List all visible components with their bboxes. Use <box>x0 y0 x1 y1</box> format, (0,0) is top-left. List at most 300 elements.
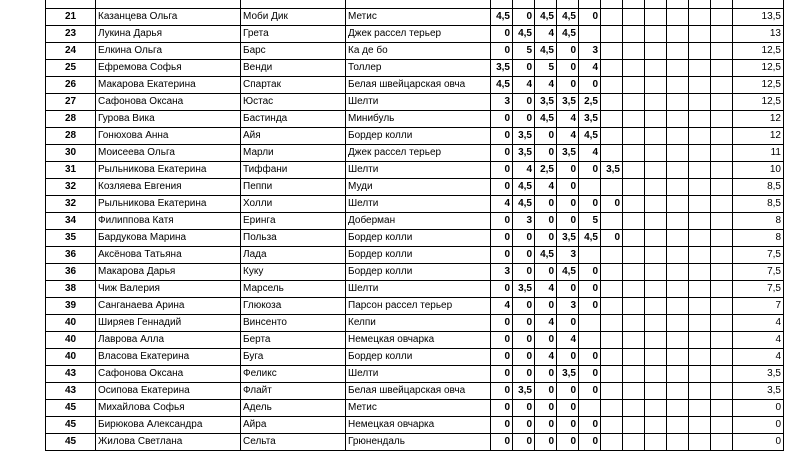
score-cell: 3,5 <box>557 366 579 383</box>
score-cell: 3,5 <box>601 162 623 179</box>
score-cell: 3 <box>579 43 601 60</box>
score-cell <box>689 400 711 417</box>
score-cell: 0 <box>513 60 535 77</box>
table-row <box>46 111 784 128</box>
place-cell: 32 <box>46 179 96 196</box>
score-cell <box>689 332 711 349</box>
breed-cell: Парсон рассел терьер <box>346 298 491 315</box>
dog-name-cell: Берта <box>241 332 346 349</box>
total-cell: 12 <box>733 128 784 145</box>
score-cell <box>601 383 623 400</box>
score-cell: 0 <box>513 366 535 383</box>
score-cell <box>645 26 667 43</box>
score-cell <box>711 332 733 349</box>
score-cell <box>667 315 689 332</box>
participant-name-cell: Лаврова Алла <box>96 332 241 349</box>
score-cell <box>623 94 645 111</box>
score-cell: 0 <box>513 332 535 349</box>
table-row <box>46 179 784 196</box>
dog-name-cell: Венди <box>241 60 346 77</box>
score-cell: 4,5 <box>579 128 601 145</box>
score-cell <box>645 94 667 111</box>
score-cell <box>667 298 689 315</box>
score-cell <box>601 60 623 77</box>
score-cell <box>601 349 623 366</box>
score-cell: 0 <box>557 77 579 94</box>
score-cell: 0 <box>557 349 579 366</box>
breed-cell: Джек рассел терьер <box>346 26 491 43</box>
dog-name-cell: Холли <box>241 196 346 213</box>
score-cell <box>601 26 623 43</box>
score-cell: 0 <box>513 315 535 332</box>
score-cell: 0 <box>491 417 513 434</box>
score-cell: 4 <box>513 77 535 94</box>
total-cell: 8,5 <box>733 179 784 196</box>
dog-name-cell: Винсенто <box>241 315 346 332</box>
score-cell <box>711 196 733 213</box>
score-cell <box>689 230 711 247</box>
score-cell <box>623 298 645 315</box>
score-cell <box>711 264 733 281</box>
place-cell: 43 <box>46 366 96 383</box>
breed-cell: Бордер колли <box>346 247 491 264</box>
score-cell: 4,5 <box>491 77 513 94</box>
score-cell <box>623 366 645 383</box>
score-cell <box>689 145 711 162</box>
table-row <box>46 162 784 179</box>
score-cell: 0 <box>579 366 601 383</box>
dog-name-cell: Спартак <box>241 77 346 94</box>
total-cell: 10 <box>733 162 784 179</box>
participant-name-cell: Михайлова Софья <box>96 400 241 417</box>
score-cell <box>667 383 689 400</box>
score-cell <box>667 0 689 9</box>
participant-name-cell: Власова Екатерина <box>96 349 241 366</box>
dog-name-cell: Адель <box>241 400 346 417</box>
breed-cell: Шелти <box>346 196 491 213</box>
score-cell <box>711 349 733 366</box>
score-cell <box>667 400 689 417</box>
participant-name-cell: Ширяев Геннадий <box>96 315 241 332</box>
dog-name-cell: Сельта <box>241 434 346 451</box>
score-cell: 0 <box>491 162 513 179</box>
score-cell <box>689 349 711 366</box>
score-cell: 4,5 <box>557 9 579 26</box>
table-row <box>46 196 784 213</box>
score-cell <box>711 162 733 179</box>
score-cell <box>513 0 535 9</box>
score-cell: 0 <box>579 196 601 213</box>
score-cell: 0 <box>579 264 601 281</box>
score-cell: 0 <box>557 213 579 230</box>
breed-cell: Шелти <box>346 162 491 179</box>
score-cell <box>645 196 667 213</box>
score-cell: 0 <box>557 60 579 77</box>
score-cell: 0 <box>513 417 535 434</box>
table-row <box>46 9 784 26</box>
score-cell: 0 <box>557 383 579 400</box>
score-cell <box>601 43 623 60</box>
score-cell: 3 <box>557 247 579 264</box>
score-cell: 5 <box>513 43 535 60</box>
dog-name-cell: Грета <box>241 26 346 43</box>
score-cell <box>667 434 689 451</box>
score-cell <box>667 281 689 298</box>
place-cell: 31 <box>46 162 96 179</box>
place-cell: 39 <box>46 298 96 315</box>
total-cell <box>733 0 784 9</box>
score-cell <box>645 43 667 60</box>
breed-cell: Бордер колли <box>346 128 491 145</box>
table-row <box>46 264 784 281</box>
breed-cell: Грюнендаль <box>346 434 491 451</box>
total-cell: 7,5 <box>733 264 784 281</box>
score-cell <box>601 332 623 349</box>
place-cell: 32 <box>46 196 96 213</box>
score-cell: 0 <box>513 94 535 111</box>
score-cell: 0 <box>535 128 557 145</box>
score-cell <box>667 179 689 196</box>
score-cell: 4,5 <box>513 196 535 213</box>
score-cell: 0 <box>557 162 579 179</box>
score-cell <box>689 281 711 298</box>
score-cell: 4 <box>557 128 579 145</box>
score-cell <box>667 94 689 111</box>
score-cell <box>601 94 623 111</box>
dog-name-cell: Ерингa <box>241 213 346 230</box>
table-row <box>46 332 784 349</box>
table-row <box>46 128 784 145</box>
place-cell <box>46 0 96 9</box>
score-cell: 4 <box>491 196 513 213</box>
score-cell: 0 <box>557 434 579 451</box>
score-cell: 3,5 <box>513 145 535 162</box>
score-cell <box>623 128 645 145</box>
score-cell <box>711 281 733 298</box>
score-cell <box>689 9 711 26</box>
score-cell <box>601 145 623 162</box>
table-row <box>46 213 784 230</box>
score-cell <box>667 43 689 60</box>
score-cell <box>623 315 645 332</box>
total-cell: 8 <box>733 213 784 230</box>
breed-cell: Метис <box>346 9 491 26</box>
table-row <box>46 43 784 60</box>
table-row <box>46 315 784 332</box>
score-cell <box>711 60 733 77</box>
breed-cell: Бордер колли <box>346 230 491 247</box>
score-cell <box>689 94 711 111</box>
participant-name-cell: Сафонова Оксана <box>96 94 241 111</box>
score-cell: 0 <box>557 417 579 434</box>
score-cell <box>601 417 623 434</box>
score-cell <box>623 264 645 281</box>
score-cell <box>711 247 733 264</box>
score-cell <box>579 0 601 9</box>
score-cell <box>689 196 711 213</box>
score-cell: 4,5 <box>513 26 535 43</box>
score-cell: 0 <box>579 9 601 26</box>
participant-name-cell: Рыльникова Екатерина <box>96 162 241 179</box>
place-cell: 23 <box>46 26 96 43</box>
score-cell: 0 <box>491 434 513 451</box>
table-row <box>46 281 784 298</box>
total-cell: 7,5 <box>733 281 784 298</box>
score-cell <box>689 434 711 451</box>
score-cell <box>623 247 645 264</box>
score-cell: 4 <box>535 77 557 94</box>
score-cell <box>667 417 689 434</box>
score-cell <box>711 43 733 60</box>
score-cell: 0 <box>491 349 513 366</box>
score-cell: 0 <box>491 281 513 298</box>
score-cell: 0 <box>491 332 513 349</box>
total-cell: 13,5 <box>733 9 784 26</box>
score-cell <box>623 434 645 451</box>
score-cell <box>689 26 711 43</box>
place-cell: 21 <box>46 9 96 26</box>
dog-name-cell: Флайт <box>241 383 346 400</box>
score-cell: 3,5 <box>513 128 535 145</box>
score-cell <box>579 400 601 417</box>
place-cell: 40 <box>46 332 96 349</box>
score-cell <box>645 264 667 281</box>
score-cell <box>645 349 667 366</box>
dog-name-cell: Глюкоза <box>241 298 346 315</box>
participant-name-cell: Бирюкова Александра <box>96 417 241 434</box>
score-cell <box>711 145 733 162</box>
score-cell <box>711 9 733 26</box>
breed-cell: Доберман <box>346 213 491 230</box>
score-cell: 0 <box>535 332 557 349</box>
score-cell: 0 <box>535 213 557 230</box>
score-cell: 0 <box>491 213 513 230</box>
dog-name-cell: Польза <box>241 230 346 247</box>
place-cell: 27 <box>46 94 96 111</box>
score-cell <box>645 128 667 145</box>
score-cell <box>601 315 623 332</box>
score-cell <box>711 77 733 94</box>
score-cell <box>623 43 645 60</box>
participant-name-cell: Санганаева Арина <box>96 298 241 315</box>
total-cell: 7,5 <box>733 247 784 264</box>
score-cell <box>667 349 689 366</box>
score-cell <box>667 77 689 94</box>
score-cell <box>579 247 601 264</box>
score-cell: 0 <box>601 196 623 213</box>
score-cell: 0 <box>579 162 601 179</box>
score-cell: 3,5 <box>513 281 535 298</box>
place-cell: 45 <box>46 434 96 451</box>
score-cell <box>689 298 711 315</box>
score-cell: 0 <box>491 145 513 162</box>
total-cell: 3,5 <box>733 383 784 400</box>
dog-name-cell: Лада <box>241 247 346 264</box>
total-cell: 13 <box>733 26 784 43</box>
total-cell: 4 <box>733 315 784 332</box>
score-cell: 4,5 <box>557 264 579 281</box>
score-cell <box>689 417 711 434</box>
place-cell: 28 <box>46 128 96 145</box>
score-cell <box>711 111 733 128</box>
score-cell: 0 <box>491 230 513 247</box>
score-cell <box>711 400 733 417</box>
breed-cell: Метис <box>346 400 491 417</box>
place-cell: 34 <box>46 213 96 230</box>
score-cell <box>623 281 645 298</box>
score-cell <box>623 9 645 26</box>
dog-name-cell: Марсель <box>241 281 346 298</box>
score-cell <box>601 434 623 451</box>
score-cell <box>645 332 667 349</box>
score-cell: 0 <box>557 400 579 417</box>
score-cell <box>645 145 667 162</box>
score-cell <box>689 213 711 230</box>
total-cell: 0 <box>733 400 784 417</box>
score-cell: 4 <box>491 298 513 315</box>
score-cell <box>667 213 689 230</box>
score-cell <box>601 111 623 128</box>
table-row <box>46 417 784 434</box>
score-cell <box>689 43 711 60</box>
score-cell: 4,5 <box>535 247 557 264</box>
score-cell: 5 <box>535 60 557 77</box>
total-cell: 12,5 <box>733 60 784 77</box>
total-cell: 0 <box>733 434 784 451</box>
score-cell <box>601 77 623 94</box>
score-cell <box>711 179 733 196</box>
dog-name-cell: Барс <box>241 43 346 60</box>
score-cell <box>601 0 623 9</box>
participant-name-cell: Бардукова Марина <box>96 230 241 247</box>
score-cell <box>623 332 645 349</box>
table-row <box>46 77 784 94</box>
score-cell <box>711 230 733 247</box>
score-cell <box>645 213 667 230</box>
score-cell: 0 <box>535 417 557 434</box>
dog-name-cell: Тиффани <box>241 162 346 179</box>
total-cell: 12 <box>733 111 784 128</box>
table-body <box>46 0 784 451</box>
score-cell: 3,5 <box>557 230 579 247</box>
total-cell: 8,5 <box>733 196 784 213</box>
total-cell: 0 <box>733 417 784 434</box>
participant-name-cell: Жилова Светлана <box>96 434 241 451</box>
place-cell: 26 <box>46 77 96 94</box>
score-cell: 3 <box>557 298 579 315</box>
score-cell: 0 <box>557 196 579 213</box>
table-row <box>46 145 784 162</box>
score-cell <box>711 315 733 332</box>
breed-cell: Шелти <box>346 366 491 383</box>
score-cell <box>645 315 667 332</box>
score-cell: 0 <box>579 349 601 366</box>
participant-name-cell: Ефремова Софья <box>96 60 241 77</box>
score-cell: 3 <box>491 94 513 111</box>
breed-cell: Бордер колли <box>346 264 491 281</box>
score-cell: 5 <box>579 213 601 230</box>
score-cell: 4 <box>579 60 601 77</box>
dog-name-cell: Пеппи <box>241 179 346 196</box>
score-cell: 4 <box>535 179 557 196</box>
score-cell: 4,5 <box>491 9 513 26</box>
score-cell: 0 <box>513 247 535 264</box>
score-cell <box>601 281 623 298</box>
score-cell <box>623 213 645 230</box>
score-cell <box>623 77 645 94</box>
total-cell: 12,5 <box>733 77 784 94</box>
participant-name-cell: Моисеева Ольга <box>96 145 241 162</box>
total-cell: 4 <box>733 332 784 349</box>
table-row <box>46 349 784 366</box>
table-row <box>46 247 784 264</box>
score-cell <box>623 0 645 9</box>
score-cell <box>711 383 733 400</box>
score-cell: 4,5 <box>535 43 557 60</box>
score-cell <box>689 111 711 128</box>
score-cell: 3 <box>491 264 513 281</box>
score-cell: 0 <box>535 400 557 417</box>
table-row <box>46 434 784 451</box>
score-cell <box>645 0 667 9</box>
table-row <box>46 383 784 400</box>
score-cell <box>645 400 667 417</box>
score-cell: 3 <box>513 213 535 230</box>
score-cell <box>711 298 733 315</box>
score-cell <box>601 400 623 417</box>
place-cell: 45 <box>46 417 96 434</box>
score-cell <box>579 332 601 349</box>
score-cell <box>645 383 667 400</box>
score-cell <box>667 230 689 247</box>
score-cell: 0 <box>579 383 601 400</box>
score-cell <box>645 111 667 128</box>
score-cell <box>623 196 645 213</box>
score-cell <box>601 9 623 26</box>
score-cell <box>667 145 689 162</box>
participant-name-cell <box>96 0 241 9</box>
dog-name-cell: Айра <box>241 417 346 434</box>
score-cell <box>667 162 689 179</box>
participant-name-cell: Козляева Евгения <box>96 179 241 196</box>
score-cell <box>667 196 689 213</box>
score-cell <box>623 417 645 434</box>
score-cell <box>711 128 733 145</box>
participant-name-cell: Макарова Дарья <box>96 264 241 281</box>
score-cell <box>645 179 667 196</box>
dog-name-cell: Марли <box>241 145 346 162</box>
total-cell: 3,5 <box>733 366 784 383</box>
total-cell: 7 <box>733 298 784 315</box>
score-cell <box>711 0 733 9</box>
score-cell <box>579 179 601 196</box>
score-cell: 0 <box>579 281 601 298</box>
table-row <box>46 60 784 77</box>
score-cell: 3,5 <box>579 111 601 128</box>
place-cell: 36 <box>46 264 96 281</box>
score-cell: 2,5 <box>579 94 601 111</box>
participant-name-cell: Макарова Екатерина <box>96 77 241 94</box>
score-cell <box>689 264 711 281</box>
dog-name-cell: Феликс <box>241 366 346 383</box>
score-cell: 0 <box>491 43 513 60</box>
score-cell: 0 <box>535 264 557 281</box>
score-cell: 0 <box>491 111 513 128</box>
breed-cell: Келпи <box>346 315 491 332</box>
score-cell <box>623 179 645 196</box>
score-cell <box>645 247 667 264</box>
score-cell <box>645 366 667 383</box>
